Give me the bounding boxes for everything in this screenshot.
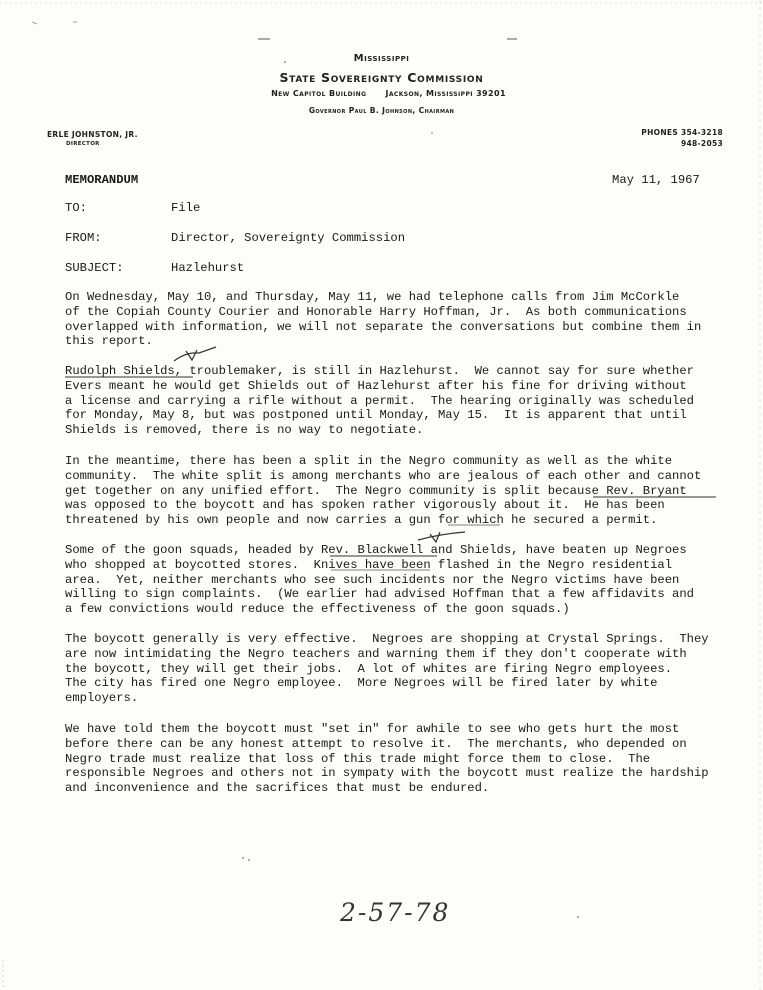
speck: [431, 132, 433, 134]
from-label: FROM:: [65, 231, 102, 245]
letterhead-commission: State Sovereignty Commission: [279, 70, 484, 85]
subject-label: SUBJECT:: [65, 261, 124, 275]
letterhead-address: New Capitol Building Jackson, Mississippi 39201: [271, 89, 506, 98]
body-paragraph-3: In the meantime, there has been a split in the Negro community as well as the white community. The white split is among merchants who are jealous of each other and cannot get together on any unified effort. The Negro community is split because Rev. Bryant was opposed to the boycott and has spoken rather vigorously about it. He has been threatened by his own people and now carries a gun for which he secured a permit.: [65, 454, 702, 528]
handwritten-file-number: 2-57-78: [340, 898, 451, 927]
memo-title: MEMORANDUM: [65, 173, 139, 187]
to-value: File: [171, 201, 201, 215]
memo-date: May 11, 1967: [612, 173, 700, 187]
speck: [248, 859, 250, 861]
speck: [577, 916, 579, 918]
body-paragraph-1: On Wednesday, May 10, and Thursday, May 11, we had telephone calls from Jim McCorkle of the Copiah County Courier and Honorable Harry Hoffman, Jr. As both communications overlapped with information, we will not separate the conversations but combine them in this report.: [65, 290, 702, 349]
phones-line-1: PHONES 354-3218: [641, 128, 723, 137]
body-paragraph-2: Rudolph Shields, troublemaker, is still in Hazlehurst. We cannot say for sure whether Evers meant he would get Shields out of Hazlehurst after his fine for driving without a license and carrying a rifle without a permit. The hearing originally was scheduled for Monday, May 8, but was postponed until Monday, May 15. It is apparent that until Shields is removed, there is no way to negotiate.: [65, 364, 694, 438]
body-paragraph-5: The boycott generally is very effective. Negroes are shopping at Crystal Springs. They are now intimidating the Negro teachers and warning them if they don't cooperate with the boycott, they will get their jobs. A lot of whites are firing Negro employees. The city has fired one Negro employee. More Negroes will be fired later by white employers.: [65, 632, 709, 706]
director-title: DIRECTOR: [66, 141, 100, 147]
handwritten-check-2: [430, 532, 440, 542]
handwritten-mark-2: [418, 532, 465, 540]
speck: [242, 857, 244, 859]
handwritten-check-1: [186, 350, 197, 360]
body-paragraph-6: We have told them the boycott must "set in" for awhile to see who gets hurt the most before there can be any honest attempt to resolve it. The merchants, who depended on Negro trade must realize that loss of this trade might force them to close. The responsible Negroes and others not in sympaty with the boycott must realize the hardship and inconvenience and the sacrifices that must be endured.: [65, 722, 709, 796]
to-label: TO:: [65, 201, 87, 215]
letterhead-state: Mississippi: [353, 53, 410, 64]
body-paragraph-4: Some of the goon squads, headed by Rev. Blackwell and Shields, have beaten up Negroes who shopped at boycotted stores. Knives have been flashed in the Negro residential area. Yet, neither merchants who see such incidents nor the Negro victims have been willing to sign complaints. (We earlier had advised Hoffman that a few affidavits and a few convictions would reduce the effectiveness of the goon squads.): [65, 543, 694, 617]
subject-value: Hazlehurst: [171, 261, 245, 275]
phones-line-2: 948-2053: [680, 139, 723, 148]
from-value: Director, Sovereignty Commission: [171, 231, 406, 245]
director-name: ERLE JOHNSTON, JR.: [47, 130, 138, 139]
speck: [284, 61, 286, 63]
speck-dash: [32, 22, 37, 24]
letterhead-governor: Governor Paul B. Johnson, Chairman: [308, 106, 455, 115]
